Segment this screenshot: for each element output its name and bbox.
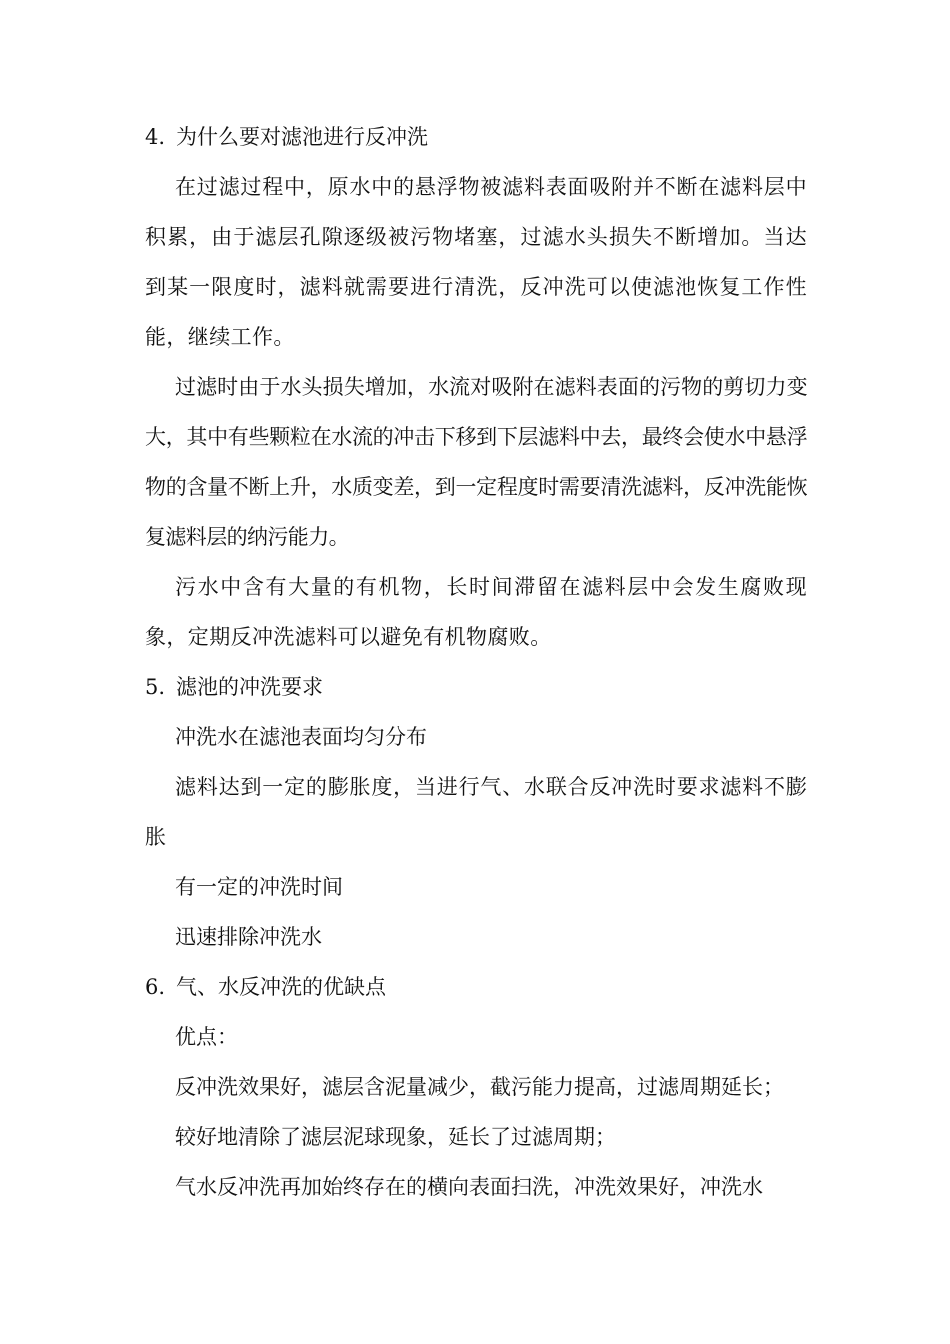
section-number: 6. bbox=[145, 975, 166, 999]
section-heading-5 bbox=[145, 662, 807, 712]
section-heading-6 bbox=[145, 962, 807, 1012]
list-item: 迅速排除冲洗水 bbox=[175, 925, 322, 949]
list-item: 优点： bbox=[175, 1025, 238, 1049]
list-item: 反冲洗效果好，滤层含泥量减少，截污能力提高，过滤周期延长； bbox=[175, 1075, 784, 1099]
section-number: 4. bbox=[145, 125, 166, 149]
section-title: 为什么要对滤池进行反冲洗 bbox=[176, 125, 428, 149]
paragraph: 过滤时由于水头损失增加，水流对吸附在滤料表面的污物的剪切力变大，其中有些颗粒在水流的冲击下移到下层滤料中去，最终会使水中悬浮物的含量不断上升，水质变差，到一定程度时需要清洗滤料，反冲洗能恢复滤料层的纳污能力。 bbox=[145, 375, 807, 549]
list-item: 冲洗水在滤池表面均匀分布 bbox=[175, 725, 427, 749]
document-body bbox=[145, 112, 807, 1212]
list-item: 气水反冲洗再加始终存在的横向表面扫洗，冲洗效果好，冲洗水 bbox=[175, 1175, 763, 1199]
paragraph: 在过滤过程中，原水中的悬浮物被滤料表面吸附并不断在滤料层中积累，由于滤层孔隙逐级被污物堵塞，过滤水头损失不断增加。当达到某一限度时，滤料就需要进行清洗，反冲洗可以使滤池恢复工作性能，继续工作。 bbox=[145, 175, 807, 349]
list-item: 有一定的冲洗时间 bbox=[175, 875, 343, 899]
section-title: 滤池的冲洗要求 bbox=[176, 675, 323, 699]
section-title: 气、水反冲洗的优缺点 bbox=[176, 975, 386, 999]
section-heading-4 bbox=[145, 112, 807, 162]
section-number: 5. bbox=[145, 675, 166, 699]
paragraph: 污水中含有大量的有机物，长时间滞留在滤料层中会发生腐败现象，定期反冲洗滤料可以避免有机物腐败。 bbox=[145, 575, 807, 649]
list-item: 较好地清除了滤层泥球现象，延长了过滤周期； bbox=[175, 1125, 616, 1149]
list-item: 滤料达到一定的膨胀度，当进行气、水联合反冲洗时要求滤料不膨胀 bbox=[145, 775, 807, 849]
